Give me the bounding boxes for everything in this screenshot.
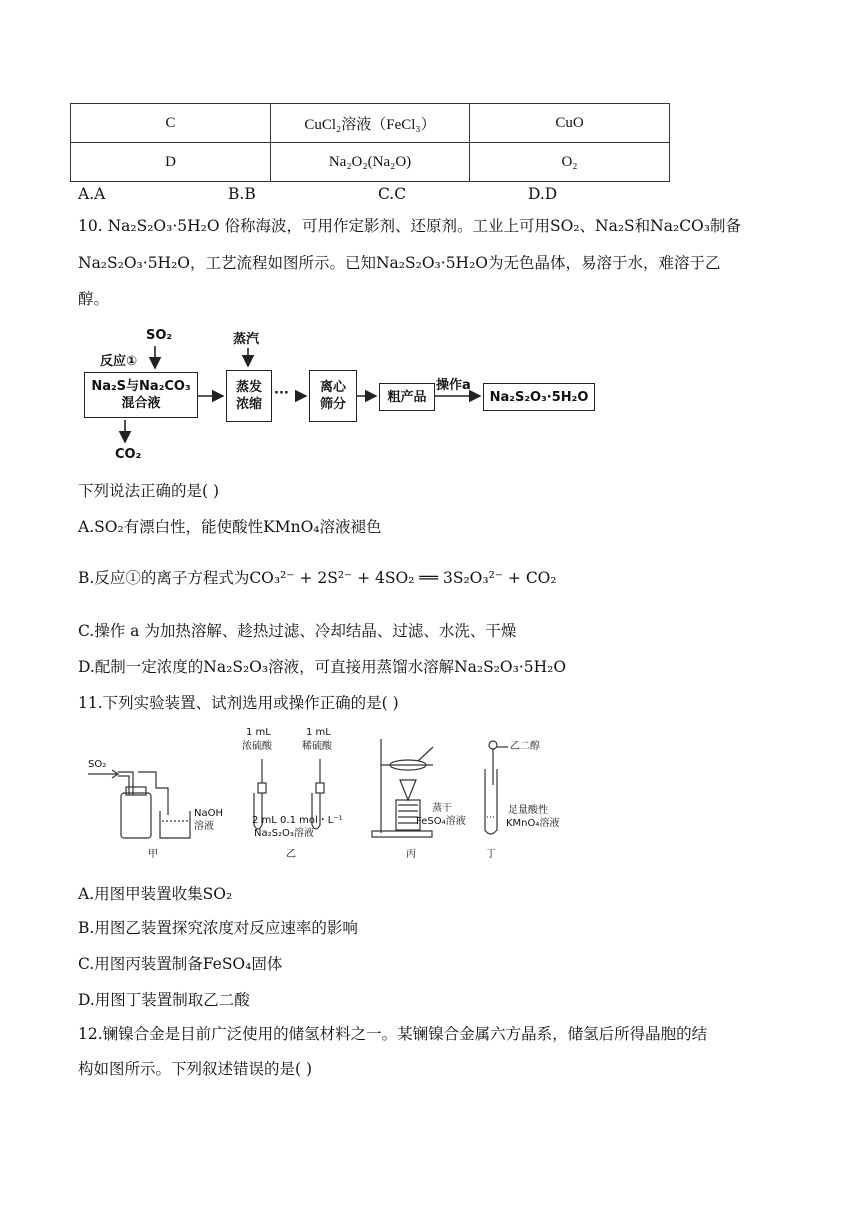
yi-bottom-line1: 2 mL 0.1 mol・L⁻¹ [252,815,343,826]
bing-caption: 丙 [406,849,416,860]
ding-label-line2: KMnO₄溶液 [506,818,560,829]
flow-product-box [483,383,595,411]
flow-co2-label: CO₂ [115,447,142,462]
flow-centri-line2: 筛分 [319,397,346,412]
ding-label-line1: 足量酸性 [508,805,548,816]
q10-option-d: D.配制一定浓度的Na₂S₂O₃溶液，可直接用蒸馏水溶解Na₂S₂O₃·5H₂O [78,658,567,676]
bing-label-line1: 蒸干 [432,803,452,814]
yi-caption: 乙 [286,849,296,860]
table-row [71,104,670,143]
flow-crude-box [379,383,435,411]
table-row [71,143,670,182]
q12-line1: 12.镧镍合金是目前广泛使用的储氢材料之一。某镧镍合金属六方晶系，储氢后所得晶胞的结 [78,1025,708,1043]
flow-centri-line1: 离心 [319,380,346,395]
jia-gas-label: SO₂ [88,759,107,770]
apparatus-figure [88,725,588,865]
q10-stem-line3: 醇。 [78,290,110,308]
jia-reagent-line1: NaOH [194,808,223,819]
flow-so2-label: SO₂ [146,328,173,343]
flow-dots: ··· [274,386,289,401]
yi-right-line2: 稀硫酸 [302,741,332,752]
flow-steam-label: 蒸汽 [233,332,260,347]
q10-stem-line1: 10. Na₂S₂O₃·5H₂O 俗称海波，可用作定影剂、还原剂。工业上可用SO₂、Na₂S和Na₂CO₃制备 [78,217,741,235]
q9-option-d: D.D [528,185,558,203]
flow-mix-line2: 混合液 [121,396,161,411]
options-table [70,103,670,182]
q11-option-c: C.用图丙装置制备FeSO₄固体 [78,955,283,973]
table-cell: CuCl₂溶液（FeCl₃） [271,104,470,143]
bing-label-line2: FeSO₄溶液 [416,816,466,827]
yi-right-line1: 1 mL [306,727,331,738]
q9-option-a: A.A [78,185,106,203]
flow-centrifuge-box [309,370,357,422]
q9-option-c: C.C [378,185,407,203]
flow-crude-label: 粗产品 [387,389,427,405]
q10-option-a: A.SO₂有漂白性，能使酸性KMnO₄溶液褪色 [78,518,382,536]
q11-option-d: D.用图丁装置制取乙二酸 [78,991,250,1009]
flow-mix-line1: Na₂S与Na₂CO₃ [91,379,191,394]
table-cell: C [71,104,271,143]
table-cell: D [71,143,271,182]
q11-stem: 11.下列实验装置、试剂选用或操作正确的是( ) [78,694,399,712]
jia-reagent-line2: 溶液 [194,821,214,832]
yi-left-line1: 1 mL [246,727,271,738]
jia-caption: 甲 [148,849,158,860]
q10-option-b: B.反应①的离子方程式为CO₃²⁻ + 2S²⁻ + 4SO₂ ══ 3S₂O₃²⁻ + CO₂ [78,569,557,587]
table-cell: O₂ [470,143,670,182]
ding-caption: 丁 [486,849,496,860]
q11-option-a: A.用图甲装置收集SO₂ [78,885,233,903]
q10-prompt: 下列说法正确的是( ) [78,482,220,500]
flow-reaction-label: 反应① [100,354,138,369]
flow-mix-box [84,372,198,418]
flow-product-label: Na₂S₂O₃·5H₂O [489,389,589,405]
process-flow-diagram [78,320,608,470]
q11-option-b: B.用图乙装置探究浓度对反应速率的影响 [78,919,358,937]
q10-option-c: C.操作 a 为加热溶解、趁热过滤、冷却结晶、过滤、水洗、干燥 [78,622,517,640]
ding-top-label: 乙二醇 [510,741,540,752]
flow-operation-label: 操作a [436,378,471,393]
flow-evap-line1: 蒸发 [235,380,262,395]
flow-evap-line2: 浓缩 [235,397,262,412]
flow-evap-box [226,370,272,422]
q10-stem-line2: Na₂S₂O₃·5H₂O，工艺流程如图所示。已知Na₂S₂O₃·5H₂O为无色晶体，易溶于水，难溶于乙 [78,254,721,272]
q12-line2: 构如图所示。下列叙述错误的是( ) [78,1060,313,1078]
yi-left-line2: 浓硫酸 [242,741,272,752]
table-cell: CuO [470,104,670,143]
yi-bottom-line2: Na₂S₂O₃溶液 [254,828,314,839]
q9-option-b: B.B [228,185,256,203]
table-cell: Na₂O₂(Na₂O) [271,143,470,182]
